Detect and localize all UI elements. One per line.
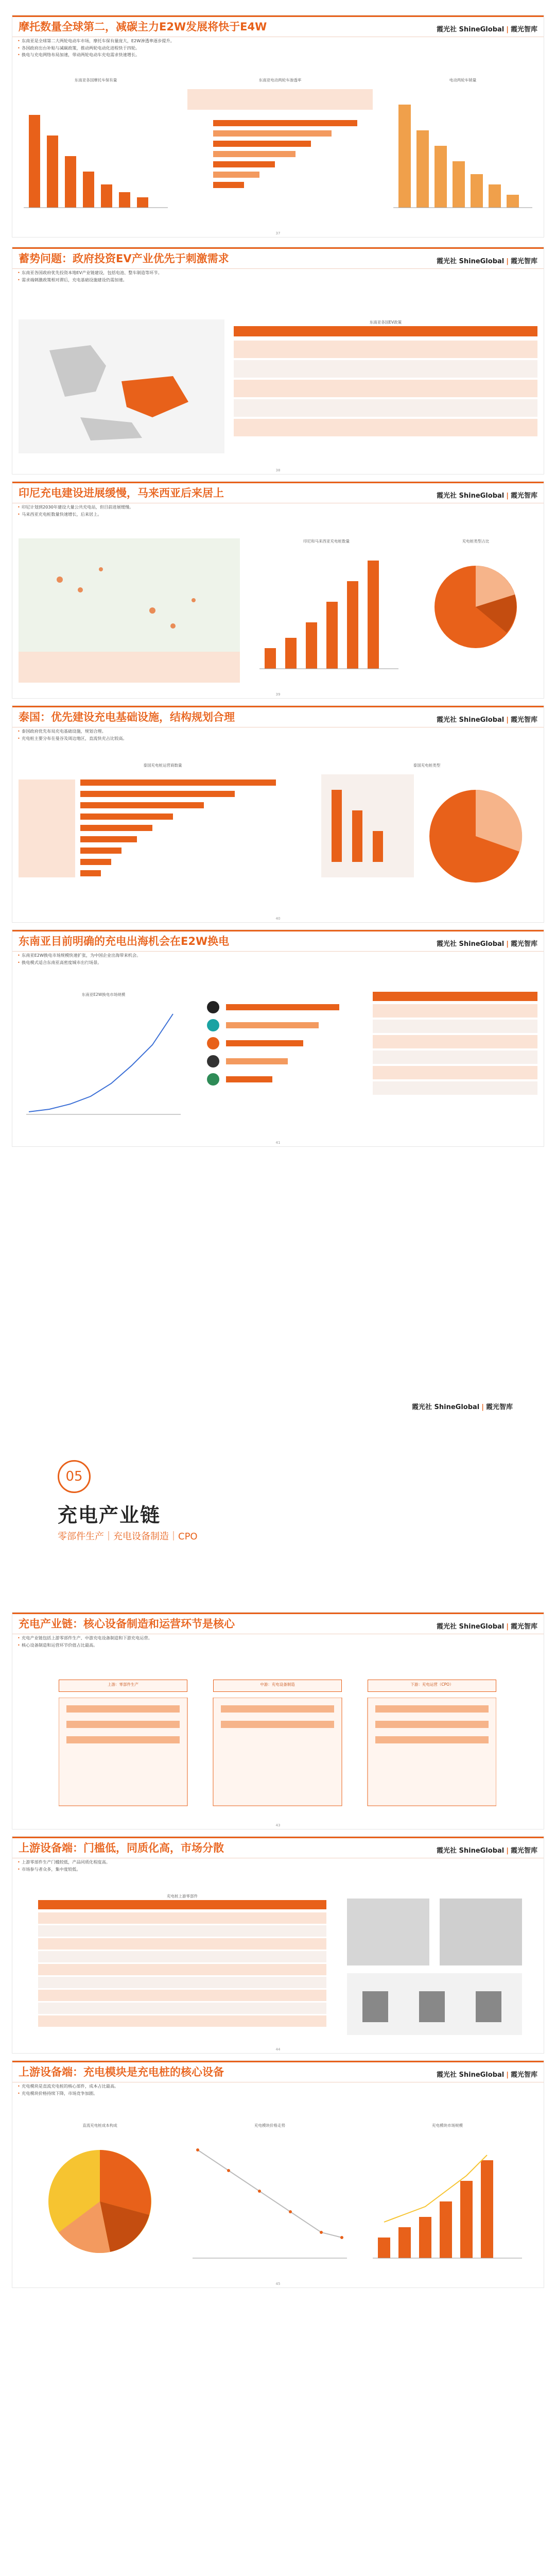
chart-right: 充电模块市场规模: [362, 2123, 532, 2277]
page-number: 37: [275, 231, 281, 235]
slide-title: 摩托数量全球第二，减碳主力E2W发展将快于E4W: [19, 21, 267, 33]
brand-logo: 霞光社 ShineGlobal | 霞光智库: [436, 258, 537, 265]
bullet: • 充电桩主要分布在曼谷及周边地区，直流快充占比较高。: [12, 735, 544, 742]
bullet: • 充电模块价格持续下降，市场竞争加剧。: [12, 2090, 544, 2097]
brand-logo: 霞光社 ShineGlobal | 霞光智库: [436, 492, 537, 500]
bullet: • 换电模式适合东南亚高密度城市出行场景。: [12, 959, 544, 966]
page-number: 39: [275, 692, 281, 697]
bullet: • 充电产业链包括上游零部件生产、中游充电设备制造和下游充电运营。: [12, 1634, 544, 1641]
product-photos: [342, 1893, 532, 2043]
chart-right: 电动两轮车销量: [388, 77, 537, 227]
chart-right: 充电桩类型占比: [414, 538, 537, 683]
charger-photos: [342, 1893, 532, 2043]
brand-logo: 霞光社 ShineGlobal | 霞光智库: [412, 1403, 513, 1411]
swap-table-graphic: [373, 992, 537, 1121]
slide-2: [12, 247, 544, 474]
indonesia-malaysia-map: [19, 538, 240, 683]
slide-title: 印尼充电建设进展缓慢，马来西亚后来居上: [19, 487, 224, 499]
bullet: • 充电模块是直流充电桩的核心部件，成本占比最高。: [12, 2082, 544, 2090]
operator-hbar-chart: [19, 769, 307, 903]
chart-mid: 印尼和马来西亚充电桩数量: [249, 538, 404, 683]
bullet: • 上游零部件生产门槛较低，产品同质化程度高。: [12, 1858, 544, 1866]
map-area: [19, 538, 240, 683]
policy-table: 东南亚各国EV政策: [234, 319, 537, 453]
sea-map-illustration: [19, 319, 224, 453]
component-table-graphic: [38, 1900, 326, 2039]
bullet: • 泰国政府优先布局充电基础设施，规划合理。: [12, 727, 544, 735]
slide-title: 东南亚目前明确的充电出海机会在E2W换电: [19, 935, 230, 947]
policy-table-graphic: [234, 326, 537, 450]
cost-pie-chart: [23, 2129, 177, 2274]
page-number: 44: [275, 2047, 281, 2052]
sales-bar-chart: [388, 84, 537, 223]
brand-logo: 霞光社 ShineGlobal | 霞光智库: [436, 940, 537, 948]
brand-logos: [198, 992, 362, 1131]
penetration-chart: [182, 84, 378, 223]
slide-title: 上游设备端：门槛低，同质化高，市场分散: [19, 1842, 224, 1854]
section-subtitle: 零部件生产｜充电设备制造｜CPO: [58, 1531, 198, 1542]
bullet: • 核心设备制造和运营环节价值占比最高。: [12, 1641, 544, 1649]
bullet: • 需求端刺激政策相对滞后，充电基础设施建设仍需加速。: [12, 276, 544, 283]
thailand-charger-pie: [316, 769, 537, 903]
component-table: 充电桩上游零部件: [38, 1893, 326, 2043]
slide-5: [12, 930, 544, 1146]
chart-mid: 充电模块价格走势: [187, 2123, 352, 2277]
slide-title: 充电产业链：核心设备制造和运营环节是核心: [19, 1618, 235, 1630]
brand-logo: 霞光社 ShineGlobal | 霞光智库: [436, 716, 537, 724]
chain-blocks: [59, 1698, 496, 1811]
brand-logo: 霞光社 ShineGlobal | 霞光智库: [436, 1623, 537, 1631]
bullet: • 马来西亚充电桩数量快速增长，后来居上。: [12, 511, 544, 518]
flow-midstream: 中游：充电设备制造: [213, 1680, 342, 1692]
bullet: • 东南亚是全球第二大两轮电动车市场，摩托车保有量庞大，E2W渗透率逐步提升。: [12, 37, 544, 44]
slide-8: [12, 2061, 544, 2287]
bullet: • 东南亚各国政府优先投资本地EV产业链建设，包括电池、整车制造等环节。: [12, 269, 544, 276]
slide-7: [12, 1837, 544, 2053]
bullet: • 市场参与者众多，集中度较低。: [12, 1866, 544, 1873]
module-market-bar: [362, 2129, 532, 2274]
swap-table: [373, 992, 537, 1131]
chart-left: 东南亚各国摩托车保有量: [19, 77, 173, 227]
slide-title: 泰国：优先建设充电基础设施，结构规划合理: [19, 711, 235, 723]
slide-header: [12, 17, 544, 37]
chain-diagram: [59, 1698, 496, 1811]
page-number: 41: [275, 1141, 281, 1145]
slide-title: 蓄势问题：政府投资EV产业优先于刺激需求: [19, 252, 229, 265]
chart-right: 泰国充电桩类型: [316, 762, 537, 907]
company-logo-list: [198, 992, 362, 1121]
swap-market-line-chart: [19, 998, 188, 1127]
slide-4: [12, 706, 544, 922]
bullet: • 各国政府出台补贴与减碳政策，推动两轮电动化进程快于四轮。: [12, 44, 544, 52]
map-area: [19, 319, 224, 453]
bullet: • 东南亚E2W换电市场规模快速扩张，为中国企业出海带来机会。: [12, 952, 544, 959]
section-title: 充电产业链: [58, 1504, 161, 1527]
flow-upstream: 上游：零部件生产: [59, 1680, 187, 1692]
bullet: • 印尼计划到2030年建设大量公共充电站，但目前进展缓慢。: [12, 503, 544, 511]
charger-count-chart: [249, 545, 404, 679]
module-price-line: [187, 2129, 352, 2274]
chart-left: 东南亚E2W换电市场规模: [19, 992, 188, 1131]
brand-logo: 霞光社 ShineGlobal | 霞光智库: [436, 26, 537, 33]
bullet: • 换电与充电网络布局加速，带动两轮电动车充电需求快速增长。: [12, 51, 544, 58]
brand-logo: 霞光社 ShineGlobal | 霞光智库: [436, 2071, 537, 2079]
slide-title: 上游设备端：充电模块是充电桩的核心设备: [19, 2066, 224, 2078]
slide-1: [12, 15, 544, 237]
page-number: 45: [275, 2282, 281, 2286]
motorcycle-bar-chart: [19, 84, 173, 223]
page-number: 38: [275, 468, 281, 472]
chart-mid: 东南亚电动两轮车渗透率: [182, 77, 378, 227]
slide-6: [12, 1613, 544, 1829]
flow-downstream: 下游：充电运营（CPO）: [368, 1680, 496, 1692]
section-number: 05: [58, 1460, 91, 1493]
slide-3: [12, 482, 544, 698]
chart-left: 直流充电桩成本构成: [23, 2123, 177, 2277]
charger-type-pie: [414, 545, 537, 669]
brand-logo: 霞光社 ShineGlobal | 霞光智库: [436, 1847, 537, 1855]
page-number: 40: [275, 917, 281, 921]
page-number: 43: [275, 1823, 281, 1827]
chart-left: 泰国充电桩运营商数量: [19, 762, 307, 907]
